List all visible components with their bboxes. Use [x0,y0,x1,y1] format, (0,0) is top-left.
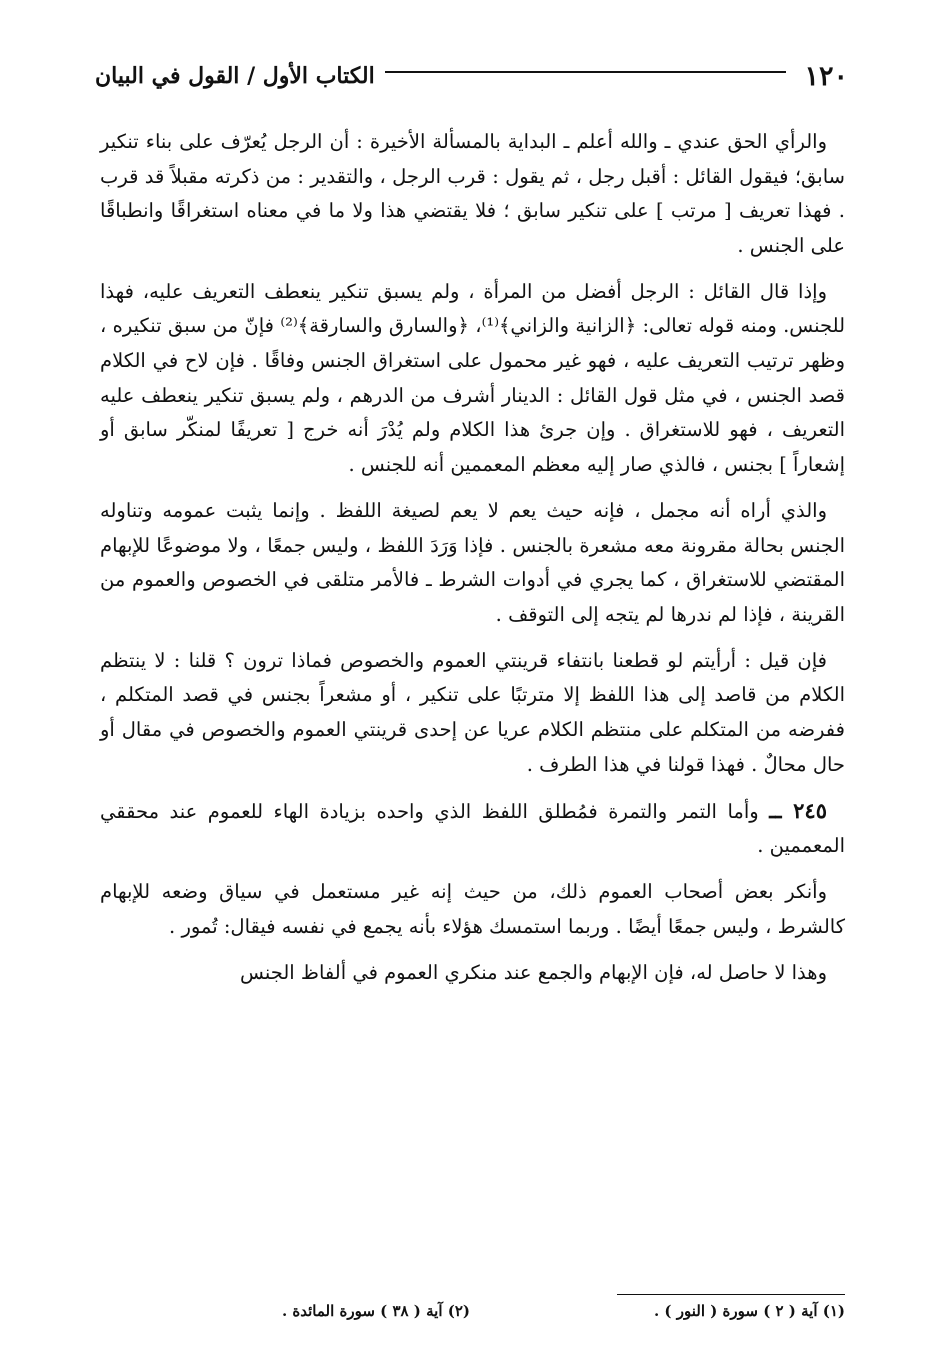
paragraph: وأنكر بعض أصحاب العموم ذلك، من حيث إنه غير مستعمل في سياق وضعه للإبهام كالشرط ، وليس جمعًا أيضًا . وربما استمسك هؤلاء بأنه يجمع في نفسه فيقال: تُمور . [100,880,845,938]
page-header [95,56,848,96]
running-title: الكتاب الأول / القول في البيان [95,63,375,89]
paragraph: والرأي الحق عندي ـ والله أعلم ـ البداية بالمسألة الأخيرة : أن الرجل يُعرّف على بناء تنكير سابق؛ فيقول القائل : أقبل رجل ، ثم يقول : قرب الرجل ، والتقدير : من ذكرته مقبلاً قد قرب . فهذا تعريف [ مرتب ] على تنكير سابق ؛ فلا يقتضي هذا ولا ما في معناه استغراقًا وانطباقًا على الجنس . [100,130,845,257]
paragraph: فإن قيل : أرأيتم لو قطعنا بانتفاء قرينتي العموم والخصوص فماذا ترون ؟ قلنا : لا ينتظم الكلام من قاصد إلى هذا اللفظ إلا مترتبًا على تنكير ، أو مشعراً بجنس في قصد المتكلم ، ففرضه من المتكلم على منتظم الكلام عريا عن إحدى قرينتي العموم والخصوص في مقال أو حال محالٌ . فهذا قولنا في هذا الطرف . [100,648,845,776]
numbered-paragraph [100,794,845,864]
paragraph: وهذا لا حاصل له، فإن الإبهام والجمع عند منكري العموم في ألفاظ الجنس [240,961,827,985]
footnotes [100,1294,845,1338]
footnote-divider [617,1294,845,1295]
paragraph-number: ٢٤٥ ــ [769,797,827,823]
paragraph: وإذا قال القائل : الرجل أفضل من المرأة ، ولم يسبق تنكير ينعطف التعريف عليه، فهذا للجنس. ومنه قوله تعالى: ﴿الزانية والزاني﴾⁽¹⁾، ﴿والسارق والسارقة﴾⁽²⁾ فإنّ من سبق تنكيره ، وظهر ترتيب التعريف عليه ، فهو غير محمول على استغراق الجنس وفاقًا . فإن لاح في الكلام قصد الجنس ، في مثل قول القائل : الدينار أشرف من الدرهم ، ولم يسبق تنكير ينعطف عليه التعريف ، فهو للاستغراق . وإن جرئ هذا الكلام ولم يُدْرَ أنه خرج [ تعريفًا لمنكّر سابق أو إشعاراً ] بجنس ، فالذي صار إليه معظم المعممين أنه للجنس . [100,279,846,476]
header-divider [385,71,787,73]
paragraph-text: وأما التمر والتمرة فمُطلق اللفظ الذي واحده بزيادة الهاء للعموم عند محققي المعممين . [100,799,845,858]
paragraph: والذي أراه أنه مجمل ، فإنه حيث يعم لا يعم لصيغة اللفظ . وإنما يثبت عمومه وتناوله الجنس بحالة مقرونة معه مشعرة بالجنس . فإذا وَرَدَ اللفظ ، وليس جمعًا ، ولا موضوعًا للإبهام المقتضي للاستغراق ، كما يجري في أدوات الشرط ـ فالأمر متلقى في الخصوص والعموم من القرينة ، فإذا لم ندرها لم يتجه إلى التوقف . [100,498,845,626]
footnote-1: (١) آية ( ٢ ) سورة ( النور ) . [653,1302,845,1320]
page-number: ١٢٠ [804,60,848,92]
footnote-2: (٢) آية ( ٣٨ ) سورة المائدة . [281,1302,470,1320]
body-text [100,125,845,1002]
